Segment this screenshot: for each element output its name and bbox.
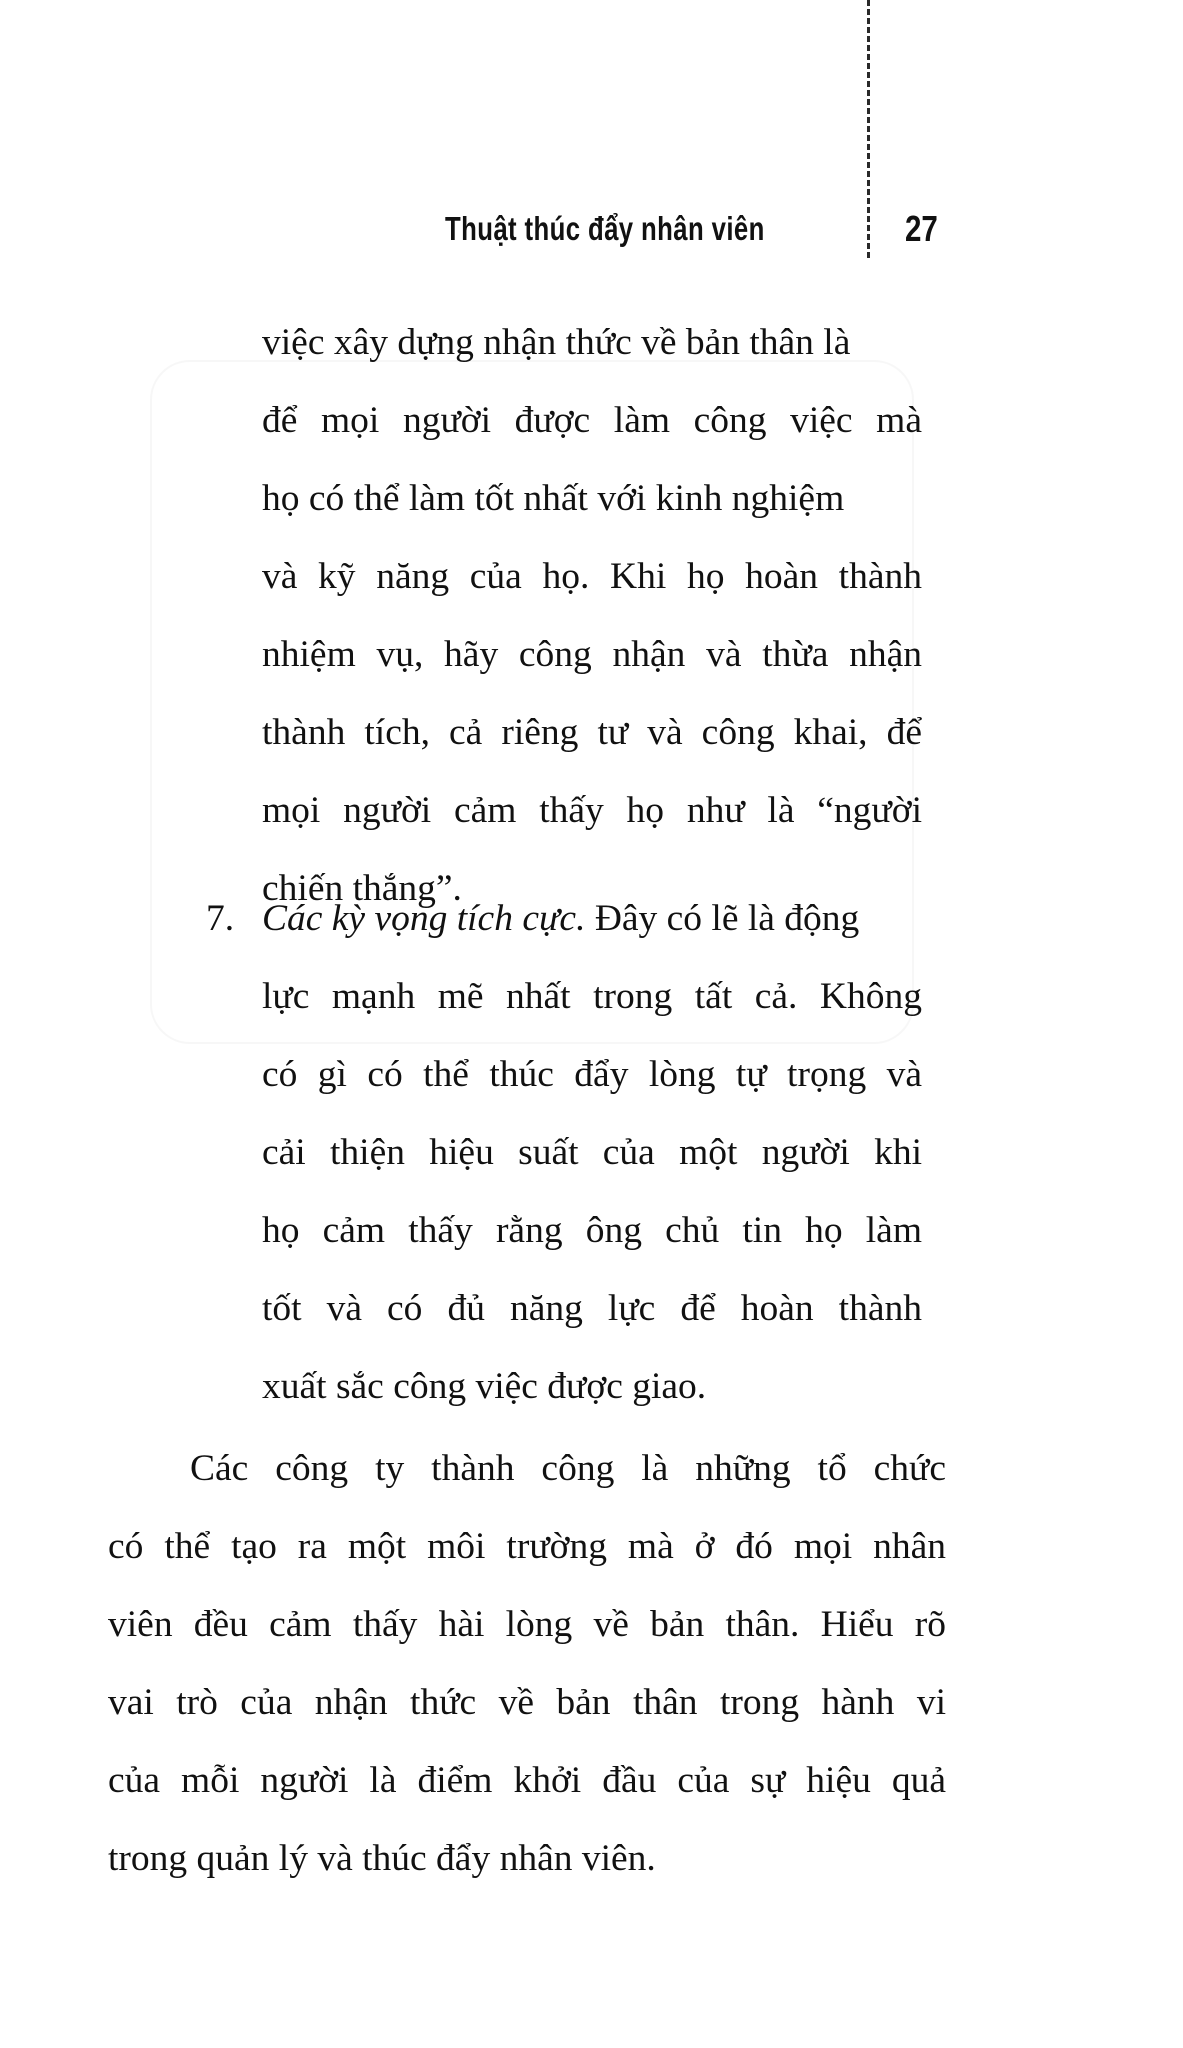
text-line: mọi người cảm thấy họ như là “người [262,790,922,831]
text-line [262,900,922,938]
list-number: 7. [206,898,235,939]
text-line: thành tích, cả riêng tư và công khai, để [262,712,922,753]
text-line: có gì có thể thúc đẩy lòng tự trọng và [262,1054,922,1095]
running-title: Thuật thúc đẩy nhân viên [445,210,765,247]
text-line: chiến thắng”. [262,868,462,909]
text-line: và kỹ năng của họ. Khi họ hoàn thành [262,556,922,597]
text-line: trong quản lý và thúc đẩy nhân viên. [108,1838,656,1879]
text-line: có thể tạo ra một môi trường mà ở đó mọi nhân [108,1526,946,1567]
list-item-text: Đây có lẽ là động [585,898,860,939]
text-line: Các công ty thành công là những tổ chức [190,1448,946,1489]
text-line: của mỗi người là điểm khởi đầu của sự hiệu quả [108,1760,946,1801]
text-line: họ cảm thấy rằng ông chủ tin họ làm [262,1210,922,1251]
text-line: nhiệm vụ, hãy công nhận và thừa nhận [262,634,922,675]
text-line: để mọi người được làm công việc mà [262,400,922,441]
text-line: tốt và có đủ năng lực để hoàn thành [262,1288,922,1329]
header-dashed-divider [867,0,870,258]
text-line: cải thiện hiệu suất của một người khi [262,1132,922,1173]
list-item-title: Các kỳ vọng tích cực. [262,898,586,939]
text-line: xuất sắc công việc được giao. [262,1366,707,1407]
text-line: viên đều cảm thấy hài lòng về bản thân. Hiểu rõ [108,1604,946,1645]
show-through-artifact [150,360,914,1044]
text-line: họ có thể làm tốt nhất với kinh nghiệm [262,478,845,519]
page-number: 27 [905,208,938,249]
text-line: việc xây dựng nhận thức về bản thân là [262,322,851,363]
text-line: vai trò của nhận thức về bản thân trong hành vi [108,1682,946,1723]
text-line: lực mạnh mẽ nhất trong tất cả. Không [262,976,922,1017]
